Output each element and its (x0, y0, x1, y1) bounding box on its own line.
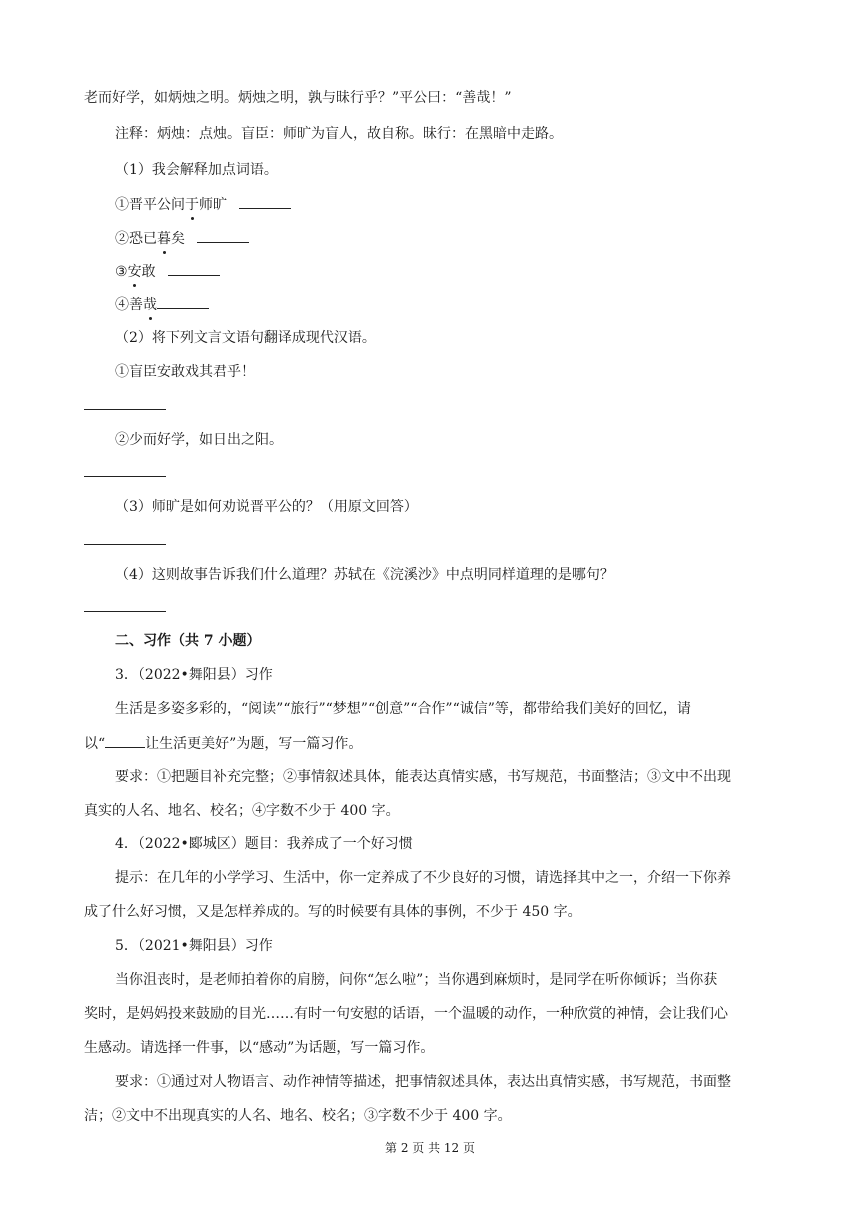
q2-sentence-1-answer-blank[interactable] (84, 409, 166, 410)
item-4-hint-line-1: 提示：在几年的小学学习、生活中，你一定养成了不少良好的习惯，请选择其中之一，介绍一下你养 (115, 870, 731, 886)
q1-item-3 (115, 261, 220, 282)
item-5-paragraph-line-3: 生感动。请选择一件事，以“感动”为话题，写一篇习作。 (84, 1040, 435, 1056)
item-4-header: 4．（2022•郾城区）题目：我养成了一个好习惯 (115, 836, 413, 852)
item-5-requirements-line-2: 洁；②文中不出现真实的人名、地名、校名；③字数不少于 400 字。 (84, 1108, 512, 1124)
item-3-requirements-line-1: 要求：①把题目补充完整；②事情叙述具体，能表达真情实感，书写规范，书面整洁；③文中不出现 (115, 769, 731, 785)
item-3-paragraph-line-1: 生活是多姿多彩的，“阅读”“旅行”“梦想”“创意”“合作”“诚信”等，都带给我们美好的回忆，请 (115, 701, 691, 717)
item-3-paragraph-line-2 (84, 733, 362, 754)
q1-item-2 (115, 228, 249, 249)
q1-item-3-answer-blank[interactable] (168, 261, 220, 276)
q4-answer-blank[interactable] (84, 611, 166, 612)
item-4-hint-line-2: 成了什么好习惯，又是怎样养成的。写的时候要有具体的事例，不少于 450 字。 (84, 904, 582, 920)
item-3-header: 3．（2022•舞阳县）习作 (115, 667, 273, 683)
q1-item-2-answer-blank[interactable] (197, 228, 249, 243)
q1-item-1-dotted-word: 于 (185, 197, 199, 213)
item-5-paragraph-line-2: 奖时，是妈妈投来鼓励的目光……有时一句安慰的话语，一个温暖的动作，一种欣赏的神情，会让我们心 (84, 1006, 728, 1022)
q1-item-4 (115, 294, 209, 315)
q1-item-1-answer-blank[interactable] (239, 194, 291, 209)
q2-sentence-2-answer-blank[interactable] (84, 476, 166, 477)
q1-item-3-dotted-word: 安 (127, 264, 142, 280)
item-5-requirements-line-1: 要求：①通过对人物语言、动作神情等描述，把事情叙述具体，表达出真情实感，书写规范，书面整 (115, 1074, 731, 1090)
q1-item-3-pre: ③ (115, 264, 128, 280)
q1-item-1-post: 师旷 (199, 197, 227, 213)
item-3-requirements-line-2: 真实的人名、地名、校名；④字数不少于 400 字。 (84, 803, 400, 819)
q1-item-4-dotted-word: 哉 (143, 297, 157, 313)
q2-sentence-1: ①盲臣安敢戏其君乎！ (115, 364, 255, 380)
section-2-heading: 二、习作（共 7 小题） (115, 633, 261, 649)
q1-item-2-pre: ②恐已 (115, 231, 157, 247)
item-5-header: 5．（2021•舞阳县）习作 (115, 938, 273, 954)
q4-title: （4）这则故事告诉我们什么道理？苏轼在《浣溪沙》中点明同样道理的是哪句？ (115, 567, 614, 583)
item-3-prompt-post: 让生活更美好”为题，写一篇习作。 (145, 736, 363, 752)
q3-title: （3）师旷是如何劝说晋平公的？（用原文回答） (115, 499, 418, 515)
passage-notes: 注释：炳烛：点烛。盲臣：师旷为盲人，故自称。昧行：在黑暗中走路。 (115, 126, 563, 142)
item-3-prompt-pre: 以“ (84, 736, 106, 752)
passage-end-line: 老而好学，如炳烛之明。炳烛之明，孰与昧行乎？”平公曰：“善哉！” (84, 90, 512, 106)
page-footer: 第 2 页 共 12 页 (385, 1141, 475, 1155)
q1-item-3-post: 敢 (141, 264, 156, 280)
item-3-title-blank[interactable] (105, 733, 145, 748)
item-5-paragraph-line-1: 当你沮丧时，是老师拍着你的肩膀，问你“怎么啦”；当你遇到麻烦时，是同学在听你倾诉；当你获 (115, 972, 718, 988)
q1-item-1 (115, 194, 291, 215)
q1-title: （1）我会解释加点词语。 (115, 162, 278, 178)
q1-item-2-dotted-word: 暮 (157, 231, 171, 247)
q1-item-4-answer-blank[interactable] (157, 294, 209, 309)
q1-item-1-pre: ①晋平公问 (115, 197, 185, 213)
q1-item-4-pre: ④善 (115, 297, 143, 313)
q2-sentence-2: ②少而好学，如日出之阳。 (115, 432, 283, 448)
q3-answer-blank[interactable] (84, 544, 166, 545)
q1-item-2-post: 矣 (171, 231, 185, 247)
q2-title: （2）将下列文言文语句翻译成现代汉语。 (115, 330, 376, 346)
